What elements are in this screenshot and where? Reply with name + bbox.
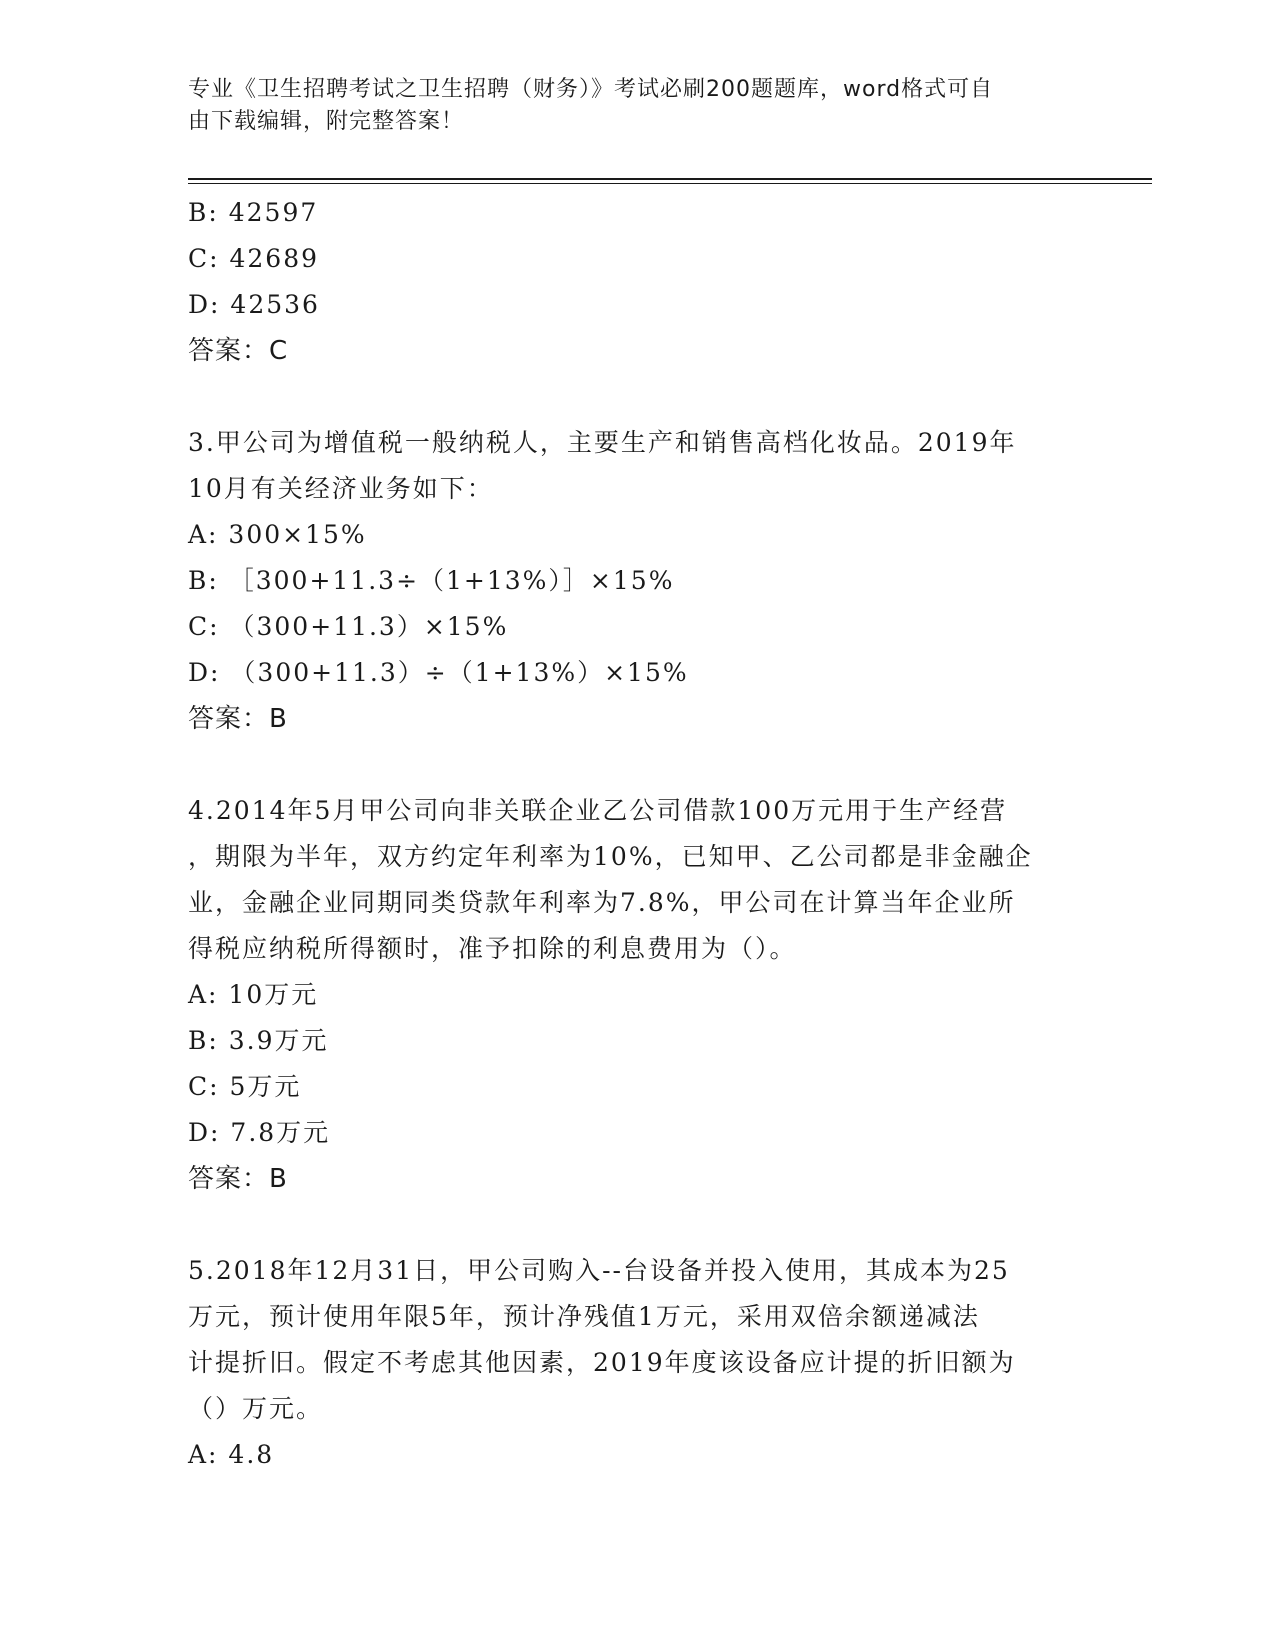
option-b: B: 42597	[188, 198, 319, 227]
option-d: D: （300+11.3）÷（1+13%）×15%	[188, 658, 689, 687]
option-c: C: （300+11.3）×15%	[188, 612, 509, 641]
question-5	[188, 1248, 1088, 1478]
answer-line: 答案：B	[188, 1164, 288, 1194]
question-4	[188, 788, 1088, 1202]
option-b: B: 3.9万元	[188, 1026, 329, 1055]
answer-line: 答案：C	[188, 336, 289, 366]
option-a: A: 4.8	[188, 1440, 275, 1469]
option-a: A: 10万元	[188, 980, 319, 1009]
header-line-1: 专业《卫生招聘考试之卫生招聘（财务）》考试必刷200题题库，word格式可自	[188, 77, 994, 102]
question-stem-line: 计提折旧。假定不考虑其他因素，2019年度该设备应计提的折旧额为	[188, 1348, 1016, 1377]
option-d: D: 7.8万元	[188, 1118, 331, 1147]
question-stem-line: 万元，预计使用年限5年，预计净残值1万元，采用双倍余额递减法	[188, 1302, 980, 1331]
header-divider-thin	[188, 183, 1152, 184]
question-stem-line: 4.2014年5月甲公司向非关联企业乙公司借款100万元用于生产经营	[188, 796, 1008, 825]
question-list	[188, 190, 1088, 1478]
question-stem-line: 业，金融企业同期同类贷款年利率为7.8%，甲公司在计算当年企业所	[188, 888, 1016, 917]
spacer	[188, 1202, 1088, 1248]
option-d: D: 42536	[188, 290, 320, 319]
option-c: C: 42689	[188, 244, 320, 273]
question-3	[188, 420, 1088, 742]
question-stem-line: 10月有关经济业务如下：	[188, 474, 494, 503]
question-stem-line: ，期限为半年，双方约定年利率为10%，已知甲、乙公司都是非金融企	[188, 842, 1033, 871]
question-stem-line: 3.甲公司为增值税一般纳税人，主要生产和销售高档化妆品。2019年	[188, 428, 1017, 457]
option-b: B: ［300+11.3÷（1+13%）］×15%	[188, 566, 675, 595]
question-2	[188, 190, 1088, 374]
answer-line: 答案：B	[188, 704, 288, 734]
document-header	[188, 74, 1068, 138]
spacer	[188, 374, 1088, 420]
question-stem-line: 5.2018年12月31日，甲公司购入--台设备并投入使用，其成本为25	[188, 1256, 1010, 1285]
header-line-2: 由下载编辑，附完整答案！	[188, 109, 465, 134]
question-stem-line: （）万元。	[188, 1394, 324, 1423]
spacer	[188, 742, 1088, 788]
header-divider-thick	[188, 178, 1152, 180]
option-a: A: 300×15%	[188, 520, 367, 549]
question-stem-line: 得税应纳税所得额时，准予扣除的利息费用为（）。	[188, 934, 797, 963]
option-c: C: 5万元	[188, 1072, 302, 1101]
